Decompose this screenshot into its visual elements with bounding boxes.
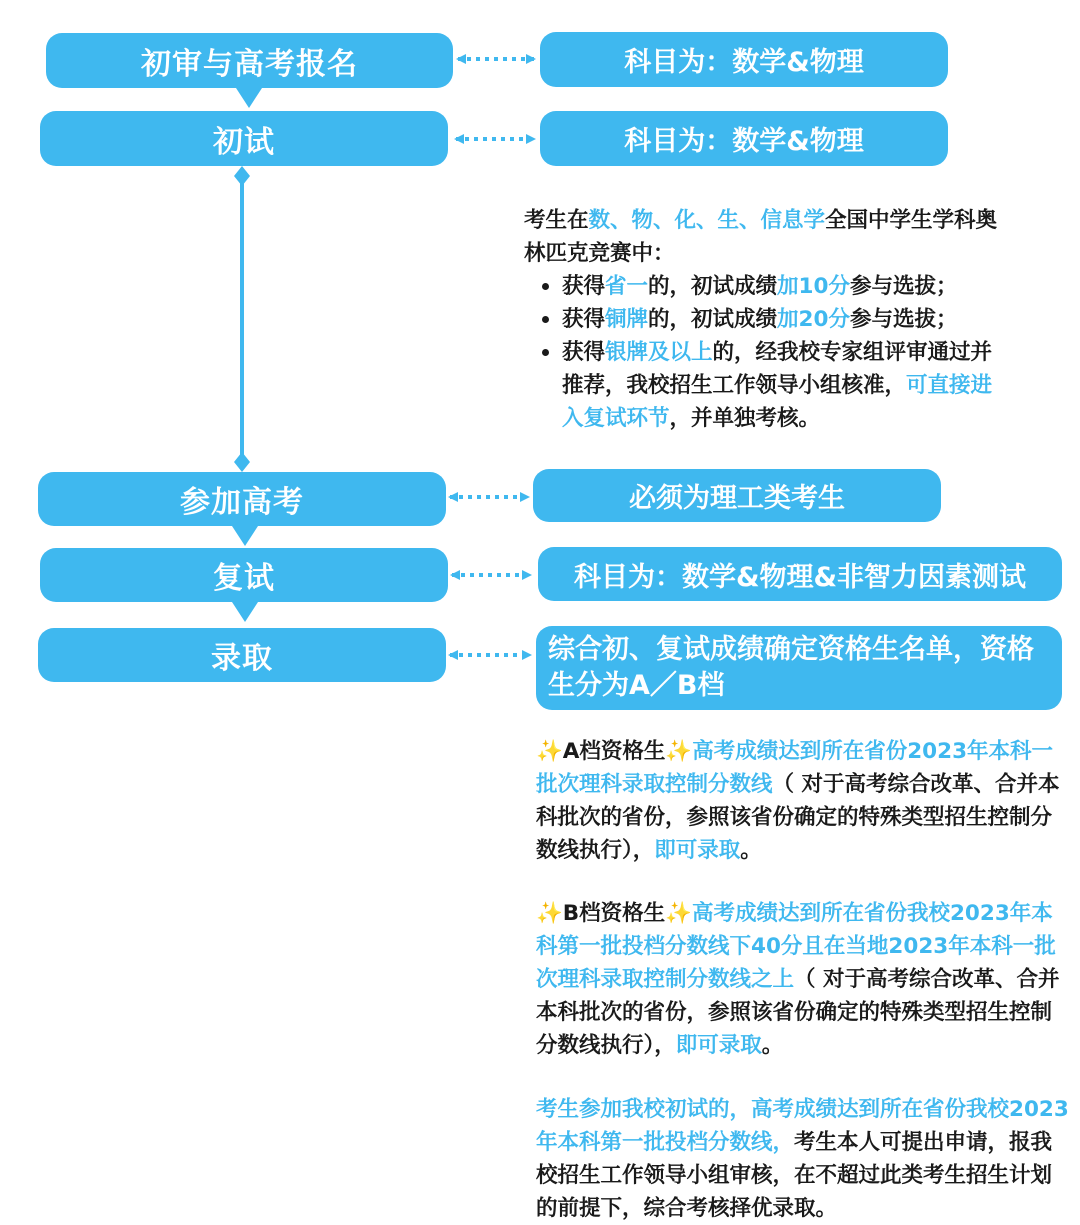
sparkle-icon: ✨ <box>665 901 692 926</box>
list-item: 获得铜牌的，初试成绩加20分参与选拔； <box>562 303 1014 336</box>
note-text: 综合初、复试成绩确定资格生名单，资格生分为A／B档 <box>548 634 1034 701</box>
a-tier-text: ✨A档资格生✨高考成绩达到所在省份2023年本科一批次理科录取控制分数线（ 对于高考综合改革、合并本科批次的省份，参照该省份确定的特殊类型招生控制分数线执行），即可录取。 <box>536 739 1060 863</box>
flow-arrow-down <box>236 88 262 108</box>
note-gaokao <box>533 469 941 522</box>
b-tier-text: ✨B档资格生✨高考成绩达到所在省份我校2023年本科第一批投档分数线下40分且在当地2023年本科一批次理科录取控制分数线之上（ 对于高考综合改革、合并本科批次的省份，参照该省份确定的特殊类型招生控制分数线执行），即可录取。 <box>536 901 1060 1058</box>
olympiad-intro: 考生在数、物、化、生、信息学全国中学生学科奥林匹克竞赛中： <box>524 208 998 266</box>
extra-admission-text: 考生参加我校初试的，高考成绩达到所在省份我校2023年本科第一批投档分数线，考生本人可提出申请，报我校招生工作领导小组审核，在不超过此类考生招生计划的前提下，综合考核择优录取。 <box>536 1097 1069 1221</box>
olympiad-subjects: 数、物、化、生、信息学 <box>588 208 826 233</box>
sparkle-icon: ✨ <box>536 901 563 926</box>
note-registration <box>540 32 948 87</box>
b-tier-title: B档资格生 <box>562 901 666 926</box>
flow-step-preliminary-exam <box>40 111 448 166</box>
note-admission <box>536 626 1062 710</box>
step-label: 参加高考 <box>180 485 304 520</box>
flow-step-registration <box>46 33 453 88</box>
flow-step-admission <box>38 628 446 682</box>
olympiad-bonus-text <box>524 204 1014 435</box>
note-reexam <box>538 547 1062 601</box>
sparkle-icon: ✨ <box>536 739 563 764</box>
flow-arrow-down <box>232 526 258 546</box>
flow-step-reexam <box>40 548 448 602</box>
note-preliminary-exam <box>540 111 948 166</box>
list-item: 获得银牌及以上的，经我校专家组评审通过并推荐，我校招生工作领导小组核准，可直接进入复试环节，并单独考核。 <box>562 336 1002 435</box>
flow-arrow-down <box>232 602 258 622</box>
note-text: 科目为：数学&物理 <box>624 126 864 157</box>
flow-step-gaokao <box>38 472 446 526</box>
step-label: 初试 <box>213 124 275 160</box>
step-label: 初审与高考报名 <box>141 46 358 82</box>
a-tier-title: A档资格生 <box>562 739 666 764</box>
olympiad-bullet-list <box>538 270 1014 435</box>
note-text: 必须为理工类考生 <box>629 483 845 514</box>
list-item: 获得省一的，初试成绩加10分参与选拔； <box>562 270 1014 303</box>
note-text: 科目为：数学&物理 <box>624 47 864 78</box>
step-label: 录取 <box>211 641 273 676</box>
sparkle-icon: ✨ <box>665 739 693 764</box>
step-label: 复试 <box>213 561 275 596</box>
note-text: 科目为：数学&物理&非智力因素测试 <box>573 561 1027 593</box>
